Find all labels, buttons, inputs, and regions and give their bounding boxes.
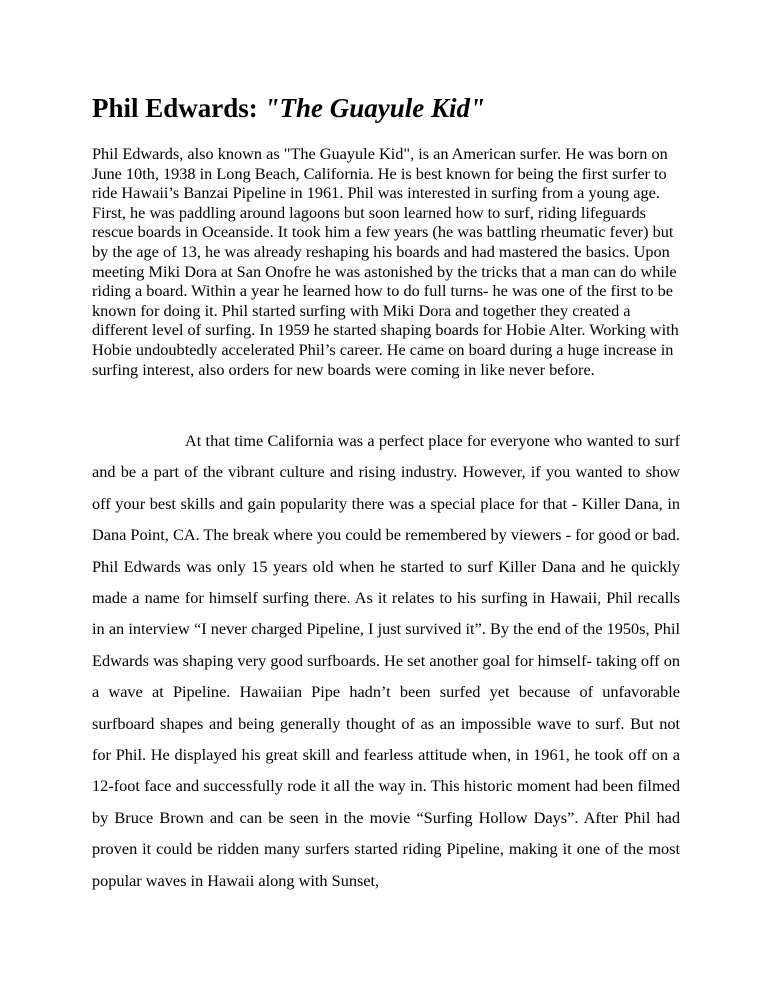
title-main: Phil Edwards:: [92, 93, 265, 123]
intro-paragraph: Phil Edwards, also known as "The Guayule Kid", is an American surfer. He was born on June 10th, 1938 in Long Beach, California. He is best known for being the first surfer to ride Hawaii’s Banzai Pipeline in 1961. Phil was interested in surfing from a young age. First, he was paddling around lagoons but soon learned how to surf, riding lifeguards rescue boards in Oceanside. It took him a few years (he was battling rheumatic fever) but by the age of 13, he was already reshaping his boards and had mastered the basics. Upon meeting Miki Dora at San Onofre he was astonished by the tricks that a man can do while riding a board. Within a year he learned how to do full turns- he was one of the first to be known for doing it. Phil started surfing with Miki Dora and together they created a different level of surfing. In 1959 he started shaping boards for Hobie Alter. Working with Hobie undoubtedly accelerated Phil’s career. He came on board during a huge increase in surfing interest, also orders for new boards were coming in like never before.: [92, 144, 679, 379]
body-paragraph: At that time California was a perfect place for everyone who wanted to surf and be a part of the vibrant culture and rising industry. However, if you wanted to show off your best skills and gain popularity there was a special place for that - Killer Dana, in Dana Point, CA. The break where you could be remembered by viewers - for good or bad. Phil Edwards was only 15 years old when he started to surf Killer Dana and he quickly made a name for himself surfing there. As it relates to his surfing in Hawaii, Phil recalls in an interview “I never charged Pipeline, I just survived it”. By the end of the 1950s, Phil Edwards was shaping very good surfboards. He set another goal for himself- taking off on a wave at Pipeline. Hawaiian Pipe hadn’t been surfed yet because of unfavorable surfboard shapes and being generally thought of as an impossible wave to surf. But not for Phil. He displayed his great skill and fearless attitude when, in 1961, he took off on a 12-foot face and successfully rode it all the way in. This historic moment had been filmed by Bruce Brown and can be seen in the movie “Surfing Hollow Days”. After Phil had proven it could be ridden many surfers started riding Pipeline, making it one of the most popular waves in Hawaii along with Sunset,: [92, 431, 680, 890]
title-subtitle: "The Guayule Kid": [264, 93, 486, 123]
page-title: [92, 88, 692, 128]
